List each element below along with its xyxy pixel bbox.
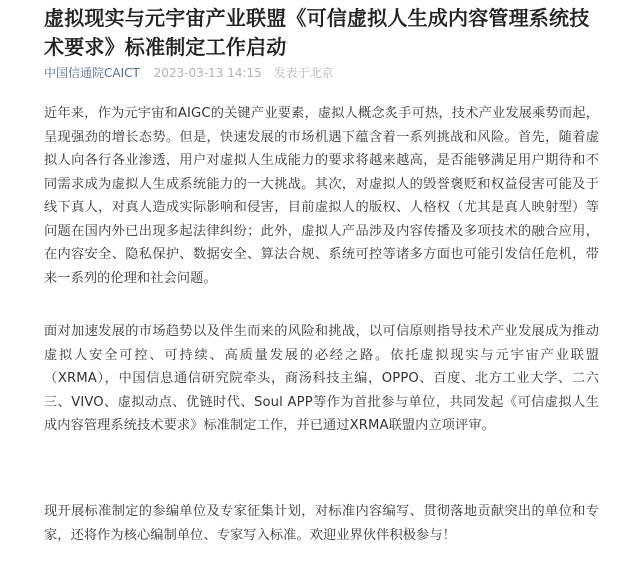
author-link[interactable]: 中国信通院CAICT bbox=[44, 66, 140, 80]
publish-date: 2023-03-13 14:15 bbox=[153, 66, 262, 80]
paragraph-2: 面对加速发展的市场趋势以及伴生而来的风险和挑战，以可信原则指导技术产业发展成为推动虚拟人安全可控、可持续、高质量发展的必经之路。依托虚拟现实与元宇宙产业联盟（XRMA），中国信息通信研究院牵头，商汤科技主编，OPPO、百度、北方工业大学、二六三、VIVO、虚拟动点、优链时代、Soul APP等作为首批参与单位，共同发起《可信虚拟人生成内容管理系统技术要求》标准制定工作，并已通过XRMA联盟内立项评审。 bbox=[44, 324, 599, 433]
paragraph-1: 近年来，作为元宇宙和AIGC的关键产业要素，虚拟人概念炙手可热，技术产业发展乘势而起，呈现强劲的增长态势。但是，快速发展的市场机遇下蕴含着一系列挑战和风险。首先，随着虚拟人向各行各业渗透，用户对虚拟人生成能力的要求将越来越高，是否能够满足用户期待和不同需求成为虚拟人生成系统能力的一大挑战。其次，对虚拟人的毁誉褒贬和权益侵害可能及于线下真人，对真人造成实际影响和侵害，目前虚拟人的版权、人格权（尤其是真人映射型）等问题在国内外已出现多起法律纠纷；此外，虚拟人产品涉及内容传播及多项技术的融合应用，在内容安全、隐私保护、数据安全、算法合规、系统可控等诸多方面也可能引发信任危机，带来一系列的伦理和社会问题。 bbox=[44, 106, 599, 286]
paragraph-3: 现开展标准制定的参编单位及专家征集计划，对标准内容编写、贯彻落地贡献突出的单位和专家，还将作为核心编制单位、专家写入标准。欢迎业界伙伴积极参与！ bbox=[44, 504, 599, 543]
publish-location: 发表于北京 bbox=[273, 66, 334, 80]
article-meta bbox=[44, 65, 334, 81]
article-title: 虚拟现实与元宇宙产业联盟《可信虚拟人生成内容管理系统技术要求》标准制定工作启动 bbox=[44, 6, 590, 59]
